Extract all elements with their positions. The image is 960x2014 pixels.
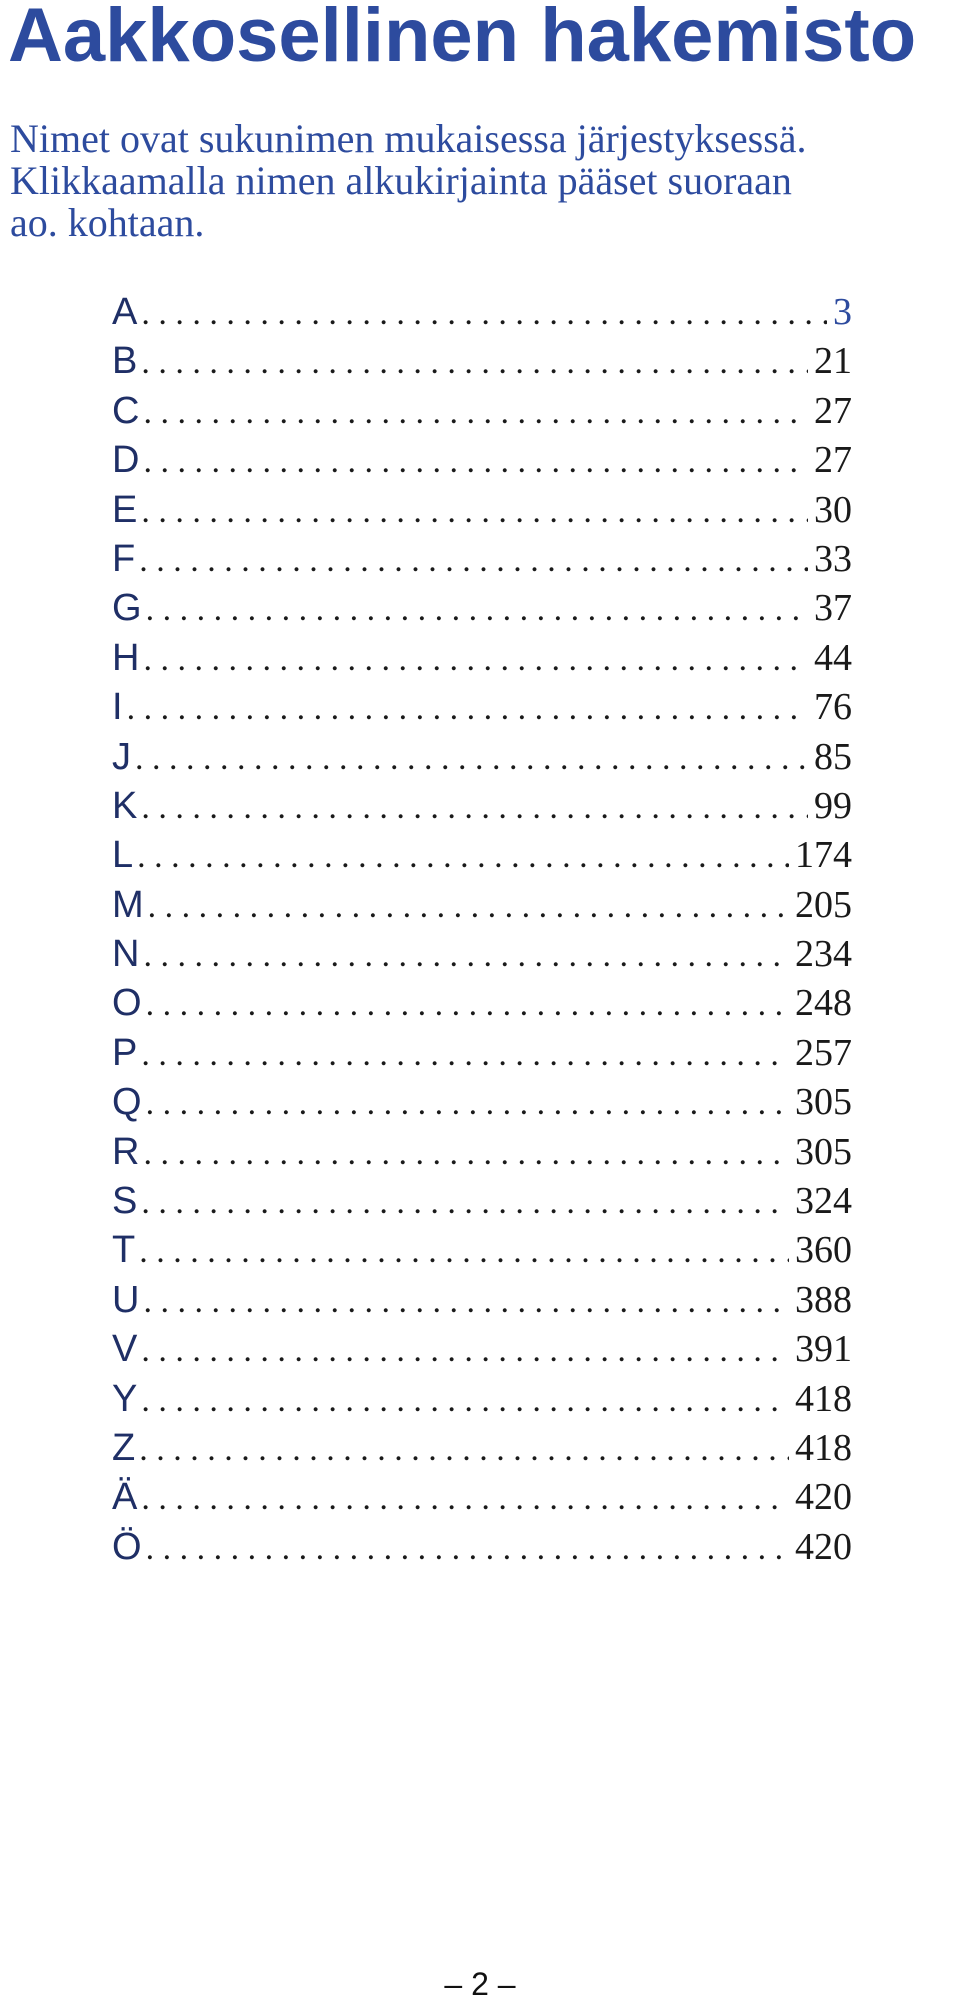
- index-letter: O: [112, 982, 142, 1025]
- index-page-number: 27: [814, 389, 852, 432]
- dot-leader: [135, 740, 808, 778]
- index-letter: G: [112, 587, 142, 630]
- index-link-u[interactable]: [112, 1278, 852, 1327]
- index-letter: Ä: [112, 1476, 138, 1519]
- intro-line-3: ao. kohtaan.: [10, 200, 205, 245]
- intro-line-2: Klikkaamalla nimen alkukirjainta pääset suoraan: [10, 158, 792, 203]
- index-letter: C: [112, 389, 140, 432]
- index-link-k[interactable]: [112, 784, 852, 833]
- index-page-number: 305: [795, 1081, 852, 1124]
- index-letter: M: [112, 883, 144, 926]
- dot-leader: [141, 1382, 789, 1420]
- index-letter: V: [112, 1328, 138, 1371]
- index-page-number: 305: [795, 1130, 852, 1173]
- index-page-number: 418: [795, 1377, 852, 1420]
- index-link-n[interactable]: [112, 932, 852, 981]
- dot-leader: [141, 1480, 789, 1518]
- dot-leader: [139, 542, 808, 580]
- index-link-g[interactable]: [112, 586, 852, 635]
- index-letter: P: [112, 1031, 138, 1074]
- index-page-number: 85: [814, 735, 852, 778]
- index-link-s[interactable]: [112, 1179, 852, 1228]
- index-page-number: 388: [795, 1278, 852, 1321]
- index-page-number: 324: [795, 1180, 852, 1223]
- index-letter: U: [112, 1278, 140, 1321]
- index-page-number: 174: [795, 834, 852, 877]
- index-link-ö[interactable]: [112, 1525, 852, 1574]
- index-link-f[interactable]: [112, 537, 852, 586]
- index-page-number: 420: [795, 1525, 852, 1568]
- dot-leader: [143, 641, 808, 679]
- index-page-number: 391: [795, 1328, 852, 1371]
- index-link-q[interactable]: [112, 1080, 852, 1129]
- index-letter: L: [112, 834, 134, 877]
- index-page-number: 248: [795, 982, 852, 1025]
- dot-leader: [127, 690, 808, 728]
- dot-leader: [143, 443, 808, 481]
- index-letter: K: [112, 784, 138, 827]
- dot-leader: [141, 493, 808, 531]
- intro-text: [10, 118, 955, 244]
- index-letter: B: [112, 340, 138, 383]
- index-page-number: 360: [795, 1229, 852, 1272]
- index-link-e[interactable]: [112, 488, 852, 537]
- index-letter: S: [112, 1180, 138, 1223]
- index-link-t[interactable]: [112, 1228, 852, 1277]
- dot-leader: [139, 1431, 789, 1469]
- dot-leader: [143, 1283, 789, 1321]
- index-page-number: 33: [814, 537, 852, 580]
- alphabet-index: [112, 290, 852, 1574]
- index-page-number: 27: [814, 439, 852, 482]
- index-letter: N: [112, 933, 140, 976]
- index-link-a[interactable]: [112, 290, 852, 339]
- index-page-number: 234: [795, 933, 852, 976]
- dot-leader: [143, 394, 808, 432]
- index-letter: Q: [112, 1081, 142, 1124]
- index-letter: A: [112, 291, 138, 333]
- index-page-number: 205: [795, 883, 852, 926]
- index-letter: F: [112, 537, 136, 580]
- index-link-o[interactable]: [112, 981, 852, 1030]
- index-link-j[interactable]: [112, 735, 852, 784]
- intro-line-1: Nimet ovat sukunimen mukaisessa järjestyksessä.: [10, 116, 807, 161]
- index-letter: T: [112, 1229, 136, 1272]
- dot-leader: [141, 789, 808, 827]
- index-page-number: 420: [795, 1476, 852, 1519]
- index-link-ä[interactable]: [112, 1475, 852, 1524]
- index-letter: R: [112, 1130, 140, 1173]
- dot-leader: [146, 591, 808, 629]
- index-link-b[interactable]: [112, 339, 852, 388]
- page-number: – 2 –: [444, 1966, 516, 2002]
- index-page-number: 30: [814, 488, 852, 531]
- index-page-number: 257: [795, 1031, 852, 1074]
- index-link-z[interactable]: [112, 1426, 852, 1475]
- dot-leader: [143, 937, 789, 975]
- index-letter: J: [112, 735, 131, 778]
- dot-leader: [146, 1085, 789, 1123]
- index-page-number: 37: [814, 587, 852, 630]
- index-letter: E: [112, 488, 138, 531]
- index-page-number: 76: [814, 686, 852, 729]
- index-link-p[interactable]: [112, 1031, 852, 1080]
- index-link-m[interactable]: [112, 883, 852, 932]
- dot-leader: [141, 295, 827, 333]
- page-title: Aakkosellinen hakemisto: [8, 0, 917, 78]
- index-letter: D: [112, 439, 140, 482]
- index-letter: H: [112, 636, 140, 679]
- index-link-i[interactable]: [112, 685, 852, 734]
- index-letter: Ö: [112, 1525, 142, 1568]
- dot-leader: [141, 1332, 789, 1370]
- index-page-number: 3: [833, 291, 852, 333]
- dot-leader: [141, 1036, 789, 1074]
- dot-leader: [143, 1135, 789, 1173]
- index-page-number: 44: [814, 636, 852, 679]
- dot-leader: [137, 838, 789, 876]
- index-link-r[interactable]: [112, 1130, 852, 1179]
- index-page-number: 99: [814, 784, 852, 827]
- index-link-h[interactable]: [112, 636, 852, 685]
- index-link-y[interactable]: [112, 1377, 852, 1426]
- dot-leader: [146, 1530, 789, 1568]
- index-letter: I: [112, 686, 123, 729]
- index-link-d[interactable]: [112, 438, 852, 487]
- index-link-c[interactable]: [112, 389, 852, 438]
- index-link-l[interactable]: [112, 833, 852, 882]
- index-letter: Z: [112, 1426, 136, 1469]
- dot-leader: [141, 344, 808, 382]
- dot-leader: [139, 1233, 789, 1271]
- dot-leader: [146, 986, 789, 1024]
- dot-leader: [141, 1184, 789, 1222]
- index-page-number: 21: [814, 340, 852, 383]
- index-letter: Y: [112, 1377, 138, 1420]
- index-page-number: 418: [795, 1426, 852, 1469]
- dot-leader: [148, 888, 789, 926]
- index-link-v[interactable]: [112, 1327, 852, 1376]
